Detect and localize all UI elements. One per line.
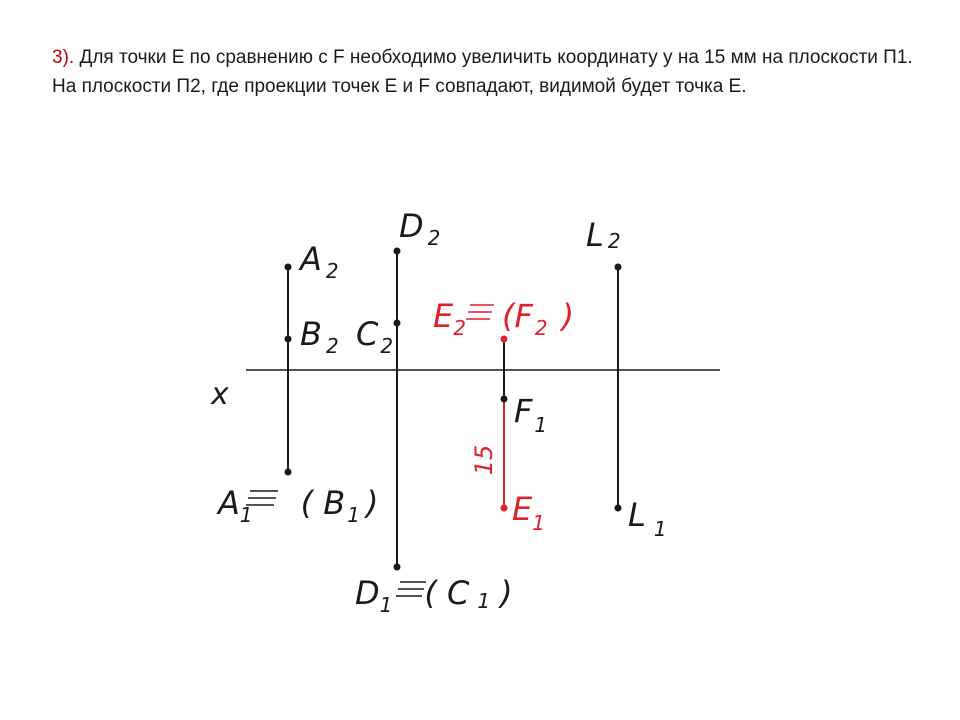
point-a2 [285, 264, 292, 271]
point-a1-b1 [285, 469, 292, 476]
point-e1 [501, 505, 508, 512]
identity-sign-d1-c1 [396, 582, 426, 596]
dimension-label-15: 15 [470, 444, 498, 476]
label-d2: D 2 [399, 207, 441, 250]
label-a1-b1: A1 ( B 1 ) [218, 484, 379, 527]
point-d2 [394, 248, 401, 255]
label-e1: E1 [512, 490, 545, 535]
label-f1: F 1 [514, 392, 548, 437]
label-e2-f2: E2 (F 2 ) [433, 297, 575, 340]
label-l1: L 1 [628, 496, 667, 541]
point-b2 [285, 336, 292, 343]
point-f1 [501, 396, 508, 403]
point-d1-c1 [394, 564, 401, 571]
label-a2: A 2 [300, 240, 339, 283]
label-c2: C 2 [356, 315, 394, 358]
label-l2: L 2 [586, 216, 621, 254]
point-l1 [615, 505, 622, 512]
x-axis-label: x [211, 377, 229, 412]
point-e2-f2 [501, 336, 508, 343]
identity-sign-e2-f2 [466, 305, 494, 319]
task-number: 3). [52, 47, 75, 68]
point-l2 [615, 264, 622, 271]
point-c2 [394, 320, 401, 327]
label-b2: B 2 [300, 315, 339, 358]
label-d1-c1: D1 ( C 1 ) [355, 574, 513, 617]
task-statement: Для точки E по сравнению с F необходимо увеличить координату y на 15 мм на плоскости П1. На плоскости П2, где проекции точек E и F совпадают, видимой будет точка E. [52, 47, 913, 97]
